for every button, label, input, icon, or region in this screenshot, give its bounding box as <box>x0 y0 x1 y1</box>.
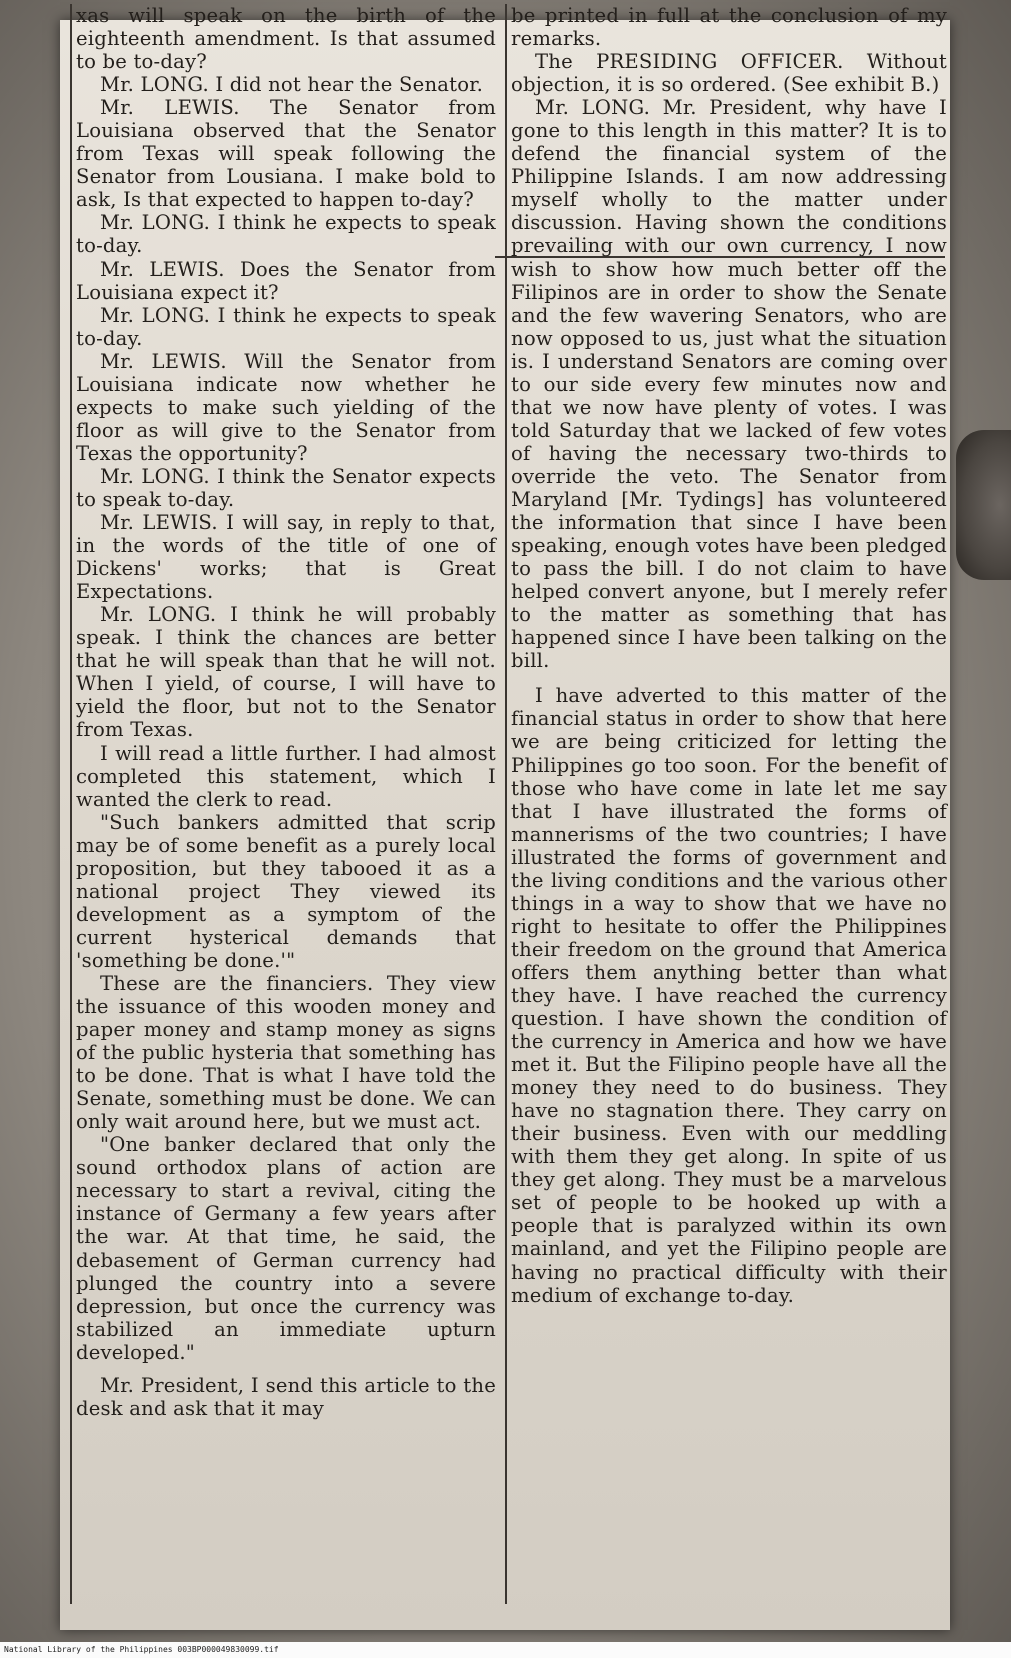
paragraph: be printed in full at the conclusion of my remarks. <box>511 4 947 51</box>
paragraph: Mr. LONG. I think he expects to speak to-day. <box>76 211 496 258</box>
paragraph: xas will speak on the birth of the eighteenth amendment. Is that assumed to be to-day? <box>76 4 496 74</box>
paragraph: Mr. LONG. I think he expects to speak to-day. <box>76 303 496 350</box>
paragraph: The PRESIDING OFFICER. Without objection, it is so ordered. (See exhibit B.) <box>511 50 947 97</box>
paragraph: Mr. LONG. Mr. President, why have I gone to this length in this matter? It is to defend the financial system of the Philippine Islands. I am now addressing myself wholly to the matter under discussion. Having shown the conditions prevailing with our own currency, I now wish to show how much better off the Filipinos are in order to show the Senate and the few wavering Senators, who are now opposed to us, just what the situation is. I understand Senators are coming over to our side every few minutes now and that we now have plenty of votes. I was told Saturday that we lacked of few votes of having the necessary two-thirds to override the veto. The Senator from Maryland [Mr. Tydings] has volunteered the information that since I have been speaking, enough votes have been pledged to pass the bill. I do not claim to have helped convert anyone, but I merely refer to the matter as something that has happened since I have been talking on the bill. <box>511 96 947 673</box>
paragraph: "Such bankers admitted that scrip may be of some benefit as a purely local proposition, but they tabooed it as a national project They viewed its development as a symptom of the current hysterical demands that 'something be done.'" <box>76 810 496 972</box>
paragraph: Mr. LEWIS. Will the Senator from Louisiana indicate now whether he expects to make such yielding of the floor as will give to the Senator from Texas the opportunity? <box>76 349 496 465</box>
paragraph: These are the financiers. They view the issuance of this wooden money and paper money and stamp money as signs of the public hysteria that something has to be done. That is what I have told the Senate, something must be done. We can only wait around here, but we must act. <box>76 971 496 1134</box>
scan-footer: National Library of the Philippines 003BP000049830099.tif <box>0 1642 1011 1658</box>
paragraph: Mr. President, I send this article to the desk and ask that it may <box>76 1373 496 1420</box>
paragraph: Mr. LONG. I did not hear the Senator. <box>100 73 484 97</box>
paragraph: I have adverted to this matter of the financial status in order to show that here we are being criticized for letting the Philippines go too soon. For the benefit of those who have come in late let me say that I have illustrated the forms of mannerisms of the two countries; I have illustrated the forms of government and the living conditions and the various other things in a way to show that we have no right to hesitate to offer the Philippines their freedom on the ground that America offers them anything better than what they have. I have reached the currency question. I have shown the condition of the currency in America and how we have met it. But the Filipino people have all the money they need to do business. They have no stagnation there. They carry on their business. Even with our meddling with them they get along. In spite of us they get along. They must be a marvelous set of people to be hooked up with a people that is paralyzed within its own mainland, and yet the Filipino people are having no practical difficulty with their medium of exchange to-day. <box>511 684 947 1307</box>
right-text-column <box>505 4 947 1604</box>
paragraph: I will read a little further. I had almost completed this statement, which I wanted the clerk to read. <box>76 741 496 811</box>
binder-clip-shadow <box>956 430 1011 580</box>
paragraph: "One banker declared that only the sound orthodox plans of action are necessary to start a revival, citing the instance of Germany a few years after the war. At that time, he said, the debasement of German currency had plunged the country into a severe depression, but once the currency was stabilized an immediate upturn developed." <box>76 1133 496 1364</box>
paragraph: Mr. LEWIS. The Senator from Louisiana observed that the Senator from Texas will speak following the Senator from Lousiana. I make bold to ask, Is that expected to happen to-day? <box>76 96 496 212</box>
left-text-column <box>70 4 496 1604</box>
paragraph: Mr. LEWIS. Does the Senator from Louisiana expect it? <box>76 257 496 304</box>
paragraph: Mr. LEWIS. I will say, in reply to that, in the words of the title of one of Dickens' works; that is Great Expectations. <box>76 511 496 604</box>
paragraph: Mr. LONG. I think he will probably speak. I think the chances are better that he will speak than that he will not. When I yield, of course, I will have to yield the floor, but not to the Senator from Texas. <box>76 603 496 742</box>
paragraph: Mr. LONG. I think the Senator expects to speak to-day. <box>76 464 496 511</box>
